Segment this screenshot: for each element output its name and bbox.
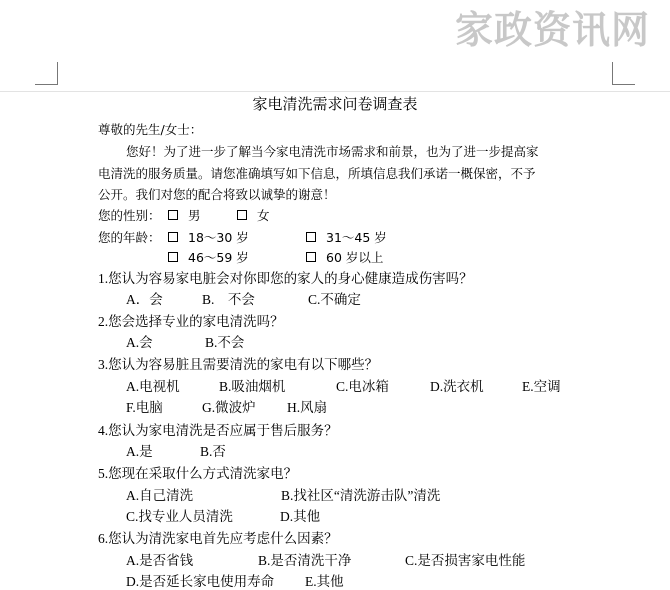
q5-option-d: D.其他	[280, 509, 321, 524]
checkbox[interactable]	[306, 252, 316, 262]
gender-label: 您的性别：	[98, 208, 161, 223]
intro-line-3: 公开。我们对您的配合将致以诚挚的谢意！	[98, 187, 336, 202]
q5-option-b: B.找社区“清洗游击队”清洗	[281, 488, 441, 503]
q2-option-a: A.会	[126, 335, 153, 350]
crop-mark-left-h	[35, 84, 58, 85]
q6-option-d: D.是否延长家电使用寿命	[126, 574, 275, 589]
age-option-3[interactable]	[168, 250, 249, 266]
option-label: 男	[188, 208, 201, 223]
q4-option-b: B.否	[200, 444, 226, 459]
checkbox[interactable]	[306, 232, 316, 242]
question-3: 3.您认为容易脏且需要清洗的家电有以下哪些？	[98, 357, 379, 372]
question-6: 6.您认为清洗家电首先应考虑什么因素？	[98, 531, 338, 546]
crop-mark-right-v	[612, 62, 613, 84]
question-2: 2.您会选择专业的家电清洗吗？	[98, 314, 284, 329]
q4-option-a: A.是	[126, 444, 153, 459]
checkbox[interactable]	[168, 232, 178, 242]
age-option-2[interactable]	[306, 230, 387, 246]
greeting: 尊敬的先生/女士：	[98, 122, 203, 137]
q3-option-g: G.微波炉	[202, 400, 256, 415]
option-label: 31～45 岁	[326, 230, 387, 245]
intro-line-1: 您好！为了进一步了解当今家电清洗市场需求和前景，也为了进一步提高家	[126, 144, 539, 159]
q3-option-d: D.洗衣机	[430, 379, 484, 394]
option-label: 女	[257, 208, 270, 223]
q1-option-c: C.不确定	[308, 292, 361, 307]
question-5: 5.您现在采取什么方式清洗家电？	[98, 466, 298, 481]
age-label: 您的年龄：	[98, 230, 161, 245]
q5-option-a: A.自己清洗	[126, 488, 194, 503]
q3-option-a: A.电视机	[126, 379, 180, 394]
crop-mark-right-h	[612, 84, 635, 85]
q1-option-a: A．会	[126, 292, 163, 307]
q1-option-b: B. 不会	[202, 292, 255, 307]
q3-option-f: F.电脑	[126, 400, 163, 415]
q5-option-c: C.找专业人员清洗	[126, 509, 233, 524]
question-1: 1.您认为容易家电脏会对你即您的家人的身心健康造成伤害吗？	[98, 271, 473, 286]
option-label: 18～30 岁	[188, 230, 249, 245]
option-label: 60 岁以上	[326, 250, 384, 265]
age-option-4[interactable]	[306, 250, 383, 266]
checkbox[interactable]	[237, 210, 247, 220]
q6-option-b: B.是否清洗干净	[258, 553, 352, 568]
checkbox[interactable]	[168, 252, 178, 262]
gender-option-male[interactable]	[168, 208, 201, 224]
gender-option-female[interactable]	[237, 208, 270, 224]
q3-option-e: E.空调	[522, 379, 561, 394]
q6-option-c: C.是否损害家电性能	[405, 553, 526, 568]
q3-option-h: H.风扇	[287, 400, 328, 415]
watermark: 家政资讯网	[455, 8, 651, 52]
q6-option-a: A.是否省钱	[126, 553, 194, 568]
checkbox[interactable]	[168, 210, 178, 220]
q3-option-c: C.电冰箱	[336, 379, 389, 394]
q3-option-b: B.吸油烟机	[219, 379, 286, 394]
question-4: 4.您认为家电清洗是否应属于售后服务？	[98, 423, 338, 438]
age-option-1[interactable]	[168, 230, 249, 246]
q2-option-b: B.不会	[205, 335, 245, 350]
page-top-edge	[0, 91, 670, 92]
q6-option-e: E.其他	[305, 574, 344, 589]
intro-line-2: 电清洗的服务质量。请您准确填写如下信息，所填信息我们承诺一概保密，不予	[98, 166, 536, 181]
option-label: 46～59 岁	[188, 250, 249, 265]
document-title: 家电清洗需求问卷调查表	[252, 95, 418, 113]
crop-mark-left-v	[57, 62, 58, 84]
